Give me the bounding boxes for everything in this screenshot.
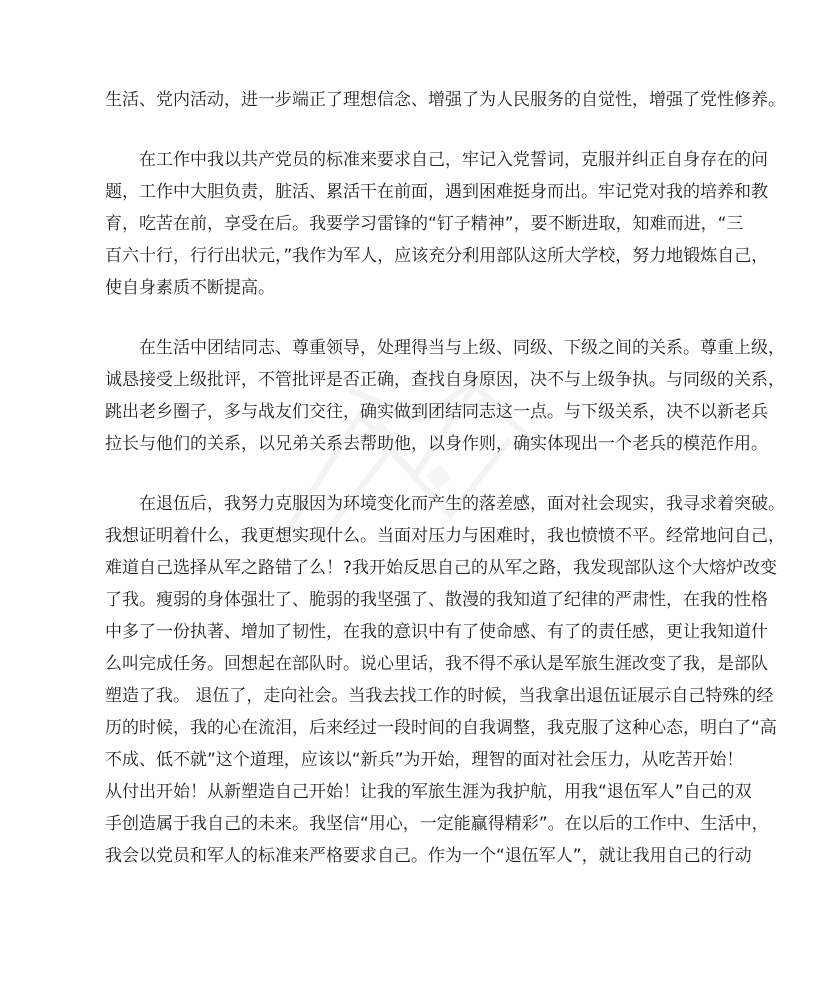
paragraph-2-line-0: 在生活中团结同志、尊重领导，处理得当与上级、同级、下级之间的关系。尊重上级，	[139, 338, 785, 358]
paragraph-3-line-3: 了我。瘦弱的身体强壮了、脆弱的我坚强了、散漫的我知道了纪律的严肃性，在我的性格	[105, 590, 768, 610]
paragraph-3-line-5: 么叫完成任务。回想起在部队时。说心里话，我不得不承认是军旅生涯改变了我，是部队	[105, 654, 768, 674]
paragraph-3-line-2: 难道自己选择从军之路错了么！?我开始反思自己的从军之路，我发现部队这个大熔炉改变	[105, 558, 778, 578]
paragraph-2-line-3: 拉长与他们的关系，以兄弟关系去帮助他，以身作则，确实体现出一个老兵的模范作用。	[105, 434, 768, 454]
paragraph-3-line-10: 手创造属于我自己的未来。我坚信“用心，一定能赢得精彩”。在以后的工作中、生活中，	[105, 814, 769, 834]
paragraph-3-line-8: 不成、低不就”这个道理，应该以“新兵”为开始，理智的面对社会压力，从吃苦开始！	[105, 750, 744, 770]
paragraph-3-line-11: 我会以党员和军人的标准来严格要求自己。作为一个“退伍军人”，就让我用自己的行动	[105, 846, 752, 866]
paragraph-3-line-1: 我想证明着什么，我更想实现什么。当面对压力与困难时，我也愤愤不平。经常地问自己，	[105, 526, 785, 546]
paragraph-1-line-2: 育，吃苦在前，享受在后。我要学习雷锋的“钉子精神”，要不断进取，知难而进，“三	[105, 214, 744, 234]
paragraph-2-line-1: 诚恳接受上级批评，不管批评是否正确，查找自身原因，决不与上级争执。与同级的关系，	[105, 370, 785, 390]
paragraph-3-line-7: 历的时候，我的心在流泪，后来经过一段时间的自我调整，我克服了这种心态，明白了“高	[105, 718, 777, 738]
paragraph-3-line-4: 中多了一份执著、增加了韧性，在我的意识中有了使命感、有了的责任感，更让我知道什	[105, 622, 768, 642]
paragraph-1-line-4: 使自身素质不断提高。	[105, 278, 275, 298]
document-body	[105, 84, 785, 872]
paragraph-3-line-0: 在退伍后，我努力克服因为环境变化而产生的落差感，面对社会现实，我寻求着突破。	[139, 494, 785, 514]
paragraph-1-line-0: 在工作中我以共产党员的标准来要求自己，牢记入党誓词，克服并纠正自身存在的问	[139, 150, 768, 170]
paragraph-1-line-1: 题，工作中大胆负责，脏活、累活干在前面，遇到困难挺身而出。牢记党对我的培养和教	[105, 182, 768, 202]
paragraph-0-line-0: 生活、党内活动，进一步端正了理想信念、增强了为人民服务的自觉性，增强了党性修养。	[105, 90, 785, 110]
paragraph-3-line-9: 从付出开始！从新塑造自己开始！让我的军旅生涯为我护航，用我“退伍军人”自己的双	[105, 782, 752, 802]
paragraph-1-line-3: 百六十行，行行出状元，”我作为军人，应该充分利用部队这所大学校，努力地锻炼自己，	[105, 246, 769, 266]
paragraph-3-line-6: 塑造了我。 退伍了，走向社会。当我去找工作的时候，当我拿出退伍证展示自己特殊的经	[105, 686, 774, 706]
paragraph-2-line-2: 跳出老乡圈子，多与战友们交往，确实做到团结同志这一点。与下级关系，决不以新老兵	[105, 402, 768, 422]
